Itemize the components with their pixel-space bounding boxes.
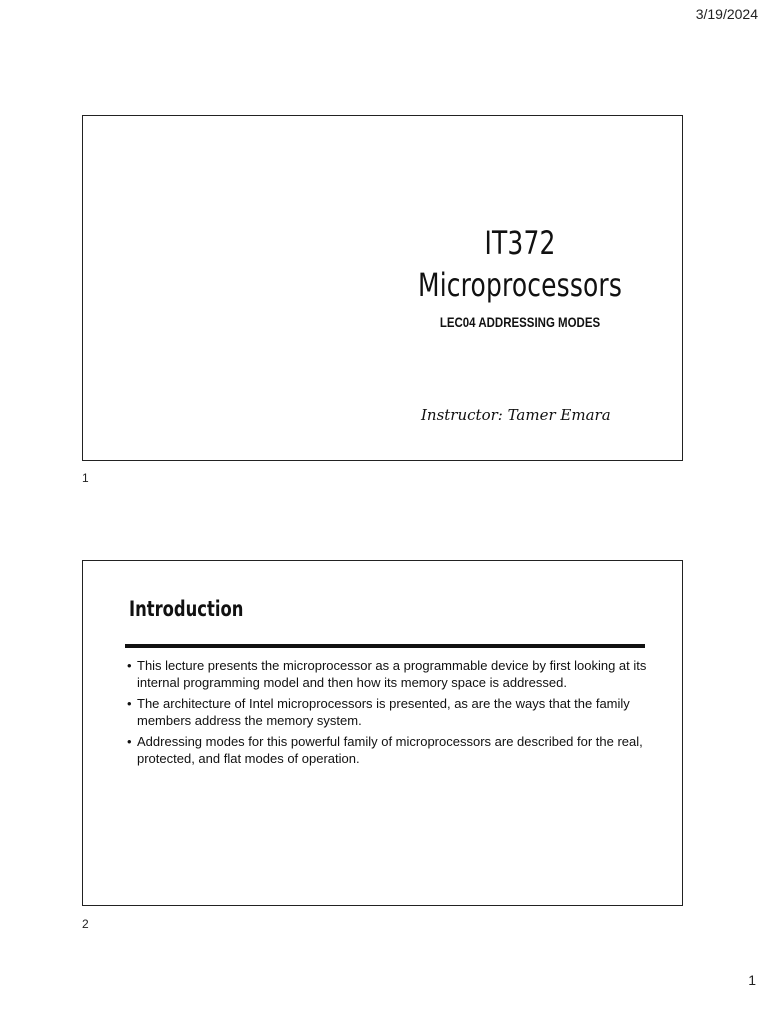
slide-number-2: 2	[82, 917, 89, 931]
section-title: Introduction	[129, 597, 244, 621]
page-number: 1	[748, 972, 756, 988]
bullet-item: • This lecture presents the microprocessor as a programmable device by first looking at its internal programming model and then how its memory space is addressed.	[127, 657, 647, 691]
title-divider	[125, 644, 645, 648]
slide-introduction-frame	[82, 560, 683, 906]
course-name: Microprocessors	[418, 266, 622, 304]
bullet-list	[127, 657, 647, 771]
slide-title-frame	[82, 115, 683, 461]
slide-title	[389, 222, 651, 306]
bullet-item: • Addressing modes for this powerful family of microprocessors are described for the real, protected, and flat modes of operation.	[127, 733, 647, 767]
lecture-subtitle: LEC04 ADDRESSING MODES	[439, 314, 601, 330]
bullet-item: • The architecture of Intel microprocessors is presented, as are the ways that the family members address the memory system.	[127, 695, 647, 729]
slide-number-1: 1	[82, 471, 89, 485]
print-date: 3/19/2024	[695, 6, 758, 22]
course-code: IT372	[484, 224, 556, 262]
instructor-name: Instructor: Tamer Emara	[421, 406, 611, 424]
